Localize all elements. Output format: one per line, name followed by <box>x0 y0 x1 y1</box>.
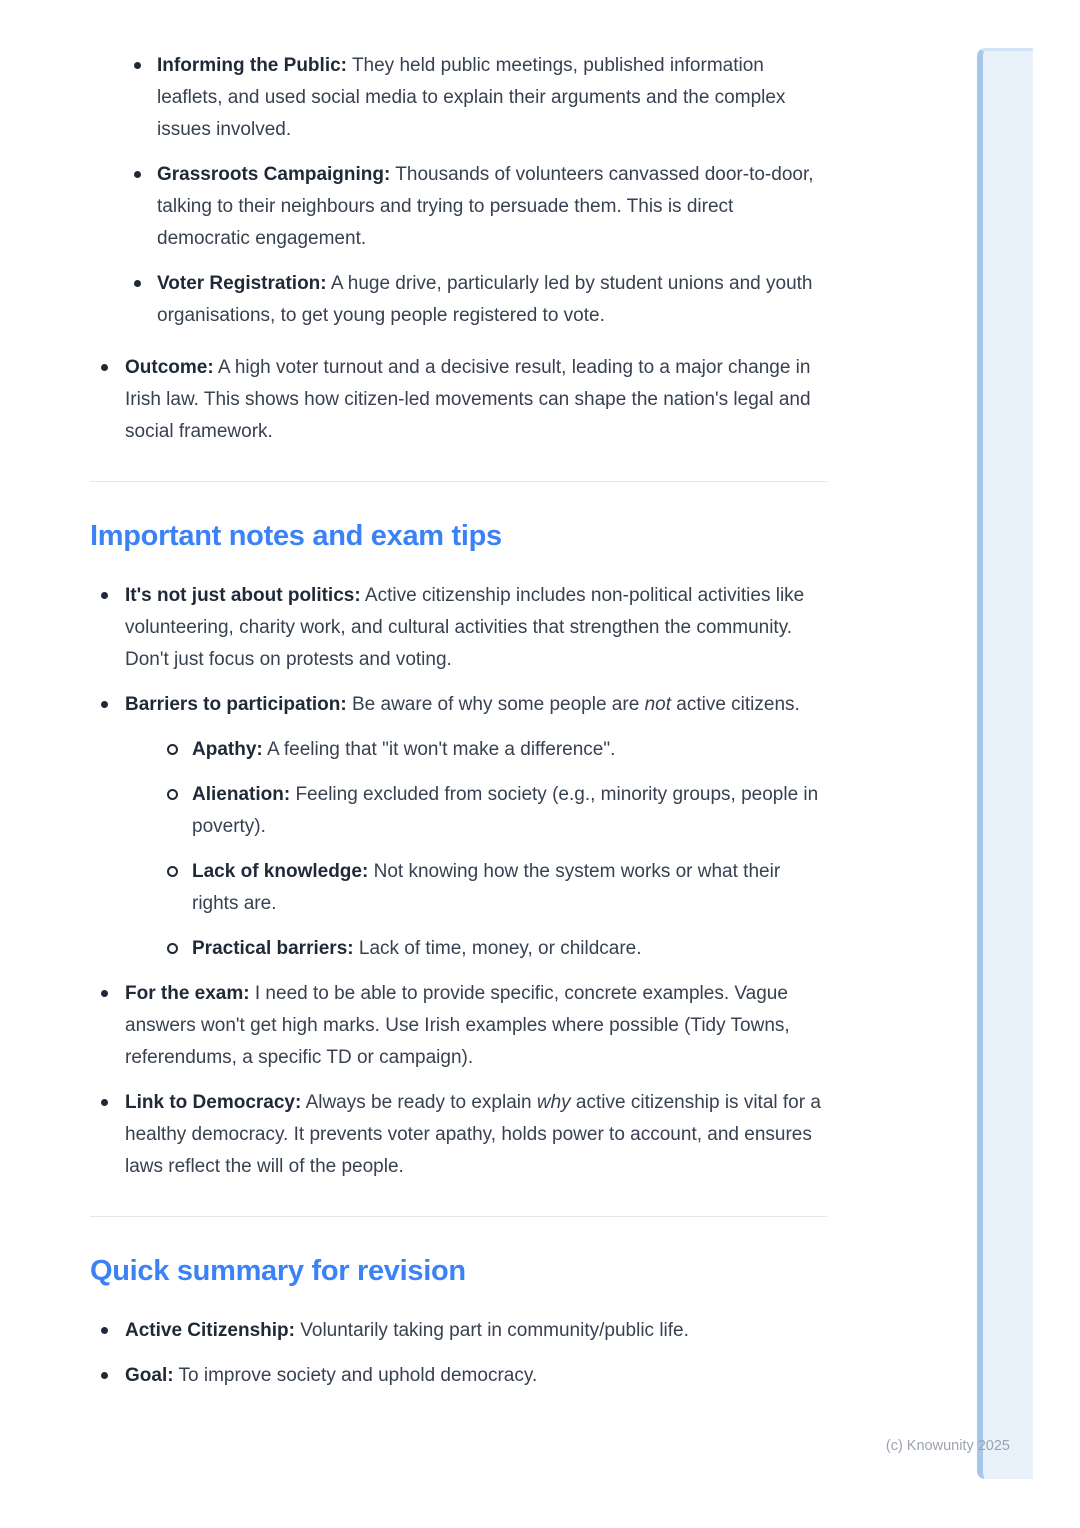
item-text: A high voter turnout and a decisive result, leading to a major change in Irish law. This shows how citizen-led movements can shape the nation's legal and social framework. <box>125 357 811 442</box>
item-text: Lack of time, money, or childcare. <box>358 938 642 959</box>
item-text: Thousands of volunteers canvassed door-to-door, talking to their neighbours and trying to persuade them. This is direct democratic engagement. <box>157 164 814 249</box>
item-label: Voter Registration: <box>157 273 327 294</box>
item-label: Outcome: <box>125 357 214 378</box>
item-text: Always be ready to explain <box>305 1092 537 1113</box>
section-heading-notes: Important notes and exam tips <box>90 520 502 552</box>
list-item <box>90 1087 827 1183</box>
item-text: Voluntarily taking part in community/public life. <box>300 1320 689 1341</box>
section-divider <box>90 1216 827 1217</box>
item-text-italic: why <box>536 1092 571 1113</box>
list-item <box>90 978 827 1074</box>
list-item <box>90 50 827 146</box>
campaign-methods-list <box>90 50 827 332</box>
section-heading-summary: Quick summary for revision <box>90 1255 466 1287</box>
item-label: Goal: <box>125 1365 174 1386</box>
document-content <box>90 50 827 1392</box>
section-divider <box>90 481 827 482</box>
item-label: Practical barriers: <box>192 938 354 959</box>
list-item <box>125 779 827 843</box>
item-label: Barriers to participation: <box>125 694 347 715</box>
item-label: Alienation: <box>192 784 291 805</box>
list-item <box>90 689 827 965</box>
item-text: active citizenship is vital for a healthy democracy. It prevents voter apathy, holds power to account, and ensures laws reflect the will of the people. <box>125 1092 821 1177</box>
barriers-sublist <box>125 734 827 965</box>
item-label: It's not just about politics: <box>125 585 361 606</box>
item-text: active citizens. <box>670 694 800 715</box>
item-text: Not knowing how the system works or what their rights are. <box>192 861 781 914</box>
item-label: Lack of knowledge: <box>192 861 369 882</box>
list-item <box>125 734 827 766</box>
list-item <box>125 933 827 965</box>
item-label: For the exam: <box>125 983 250 1004</box>
list-item <box>125 856 827 920</box>
list-item <box>90 352 827 448</box>
footer-copyright: (c) Knowunity 2025 <box>885 1438 1010 1454</box>
item-label: Apathy: <box>192 739 263 760</box>
next-page-edge-panel <box>977 48 1033 1479</box>
exam-tips-list <box>90 580 827 1183</box>
item-label: Active Citizenship: <box>125 1320 295 1341</box>
outcome-list <box>90 352 827 448</box>
item-text: They held public meetings, published information leaflets, and used social media to explain their arguments and the complex issues involved. <box>157 55 786 140</box>
item-label: Link to Democracy: <box>125 1092 302 1113</box>
list-item <box>90 1315 827 1347</box>
list-item <box>90 580 827 676</box>
item-text-italic: not <box>644 694 671 715</box>
item-text: Be aware of why some people are <box>352 694 645 715</box>
list-item <box>90 1360 827 1392</box>
list-item <box>90 268 827 332</box>
item-text: Feeling excluded from society (e.g., minority groups, people in poverty). <box>192 784 819 837</box>
item-label: Grassroots Campaigning: <box>157 164 391 185</box>
list-item <box>90 159 827 255</box>
item-label: Informing the Public: <box>157 55 347 76</box>
item-text: Active citizenship includes non-political activities like volunteering, charity work, and cultural activities that strengthen the community. Don't just focus on protests and voting. <box>125 585 805 670</box>
item-text: A huge drive, particularly led by student unions and youth organisations, to get young people registered to vote. <box>157 273 813 326</box>
item-text: To improve society and uphold democracy. <box>178 1365 538 1386</box>
summary-list <box>90 1315 827 1392</box>
item-text: I need to be able to provide specific, concrete examples. Vague answers won't get high marks. Use Irish examples where possible (Tidy Towns, referendums, a specific TD or campaign). <box>125 983 790 1068</box>
item-text: A feeling that "it won't make a difference". <box>266 739 616 760</box>
